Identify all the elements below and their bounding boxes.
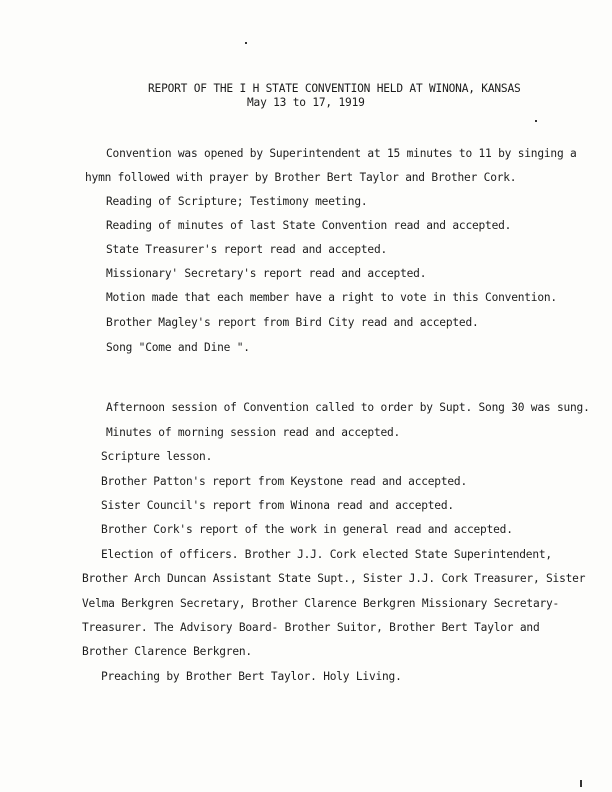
afternoon-item: Afternoon session of Convention called to order by Supt. Song 30 was sung. xyxy=(106,401,590,414)
scan-speck xyxy=(535,120,537,122)
preaching-line: Preaching by Brother Bert Taylor. Holy Living. xyxy=(101,670,402,683)
opening-line-2: hymn followed with prayer by Brother Bert Taylor and Brother Cork. xyxy=(85,171,517,184)
scan-speck xyxy=(245,42,247,44)
election-line: Treasurer. The Advisory Board- Brother Suitor, Brother Bert Taylor and xyxy=(82,621,540,634)
opening-line-1: Convention was opened by Superintendent at 15 minutes to 11 by singing a xyxy=(106,147,577,160)
report-title: REPORT OF THE I H STATE CONVENTION HELD AT WINONA, KANSAS xyxy=(148,82,521,95)
minutes-item: Reading of Scripture; Testimony meeting. xyxy=(106,195,368,208)
afternoon-item: Sister Council's report from Winona read and accepted. xyxy=(101,499,454,512)
afternoon-item: Brother Cork's report of the work in general read and accepted. xyxy=(101,523,513,536)
afternoon-item: Minutes of morning session read and accepted. xyxy=(106,426,401,439)
election-line: Velma Berkgren Secretary, Brother Clarence Berkgren Missionary Secretary- xyxy=(82,597,560,610)
scan-speck xyxy=(580,780,582,787)
minutes-item: State Treasurer's report read and accepted. xyxy=(106,243,388,256)
minutes-item: Motion made that each member have a right to vote in this Convention. xyxy=(106,291,557,304)
election-line: Brother Clarence Berkgren. xyxy=(82,645,252,658)
minutes-item: Song "Come and Dine ". xyxy=(106,341,250,354)
election-line: Election of officers. Brother J.J. Cork elected State Superintendent, xyxy=(101,548,552,561)
report-dates: May 13 to 17, 1919 xyxy=(247,96,365,109)
minutes-item: Reading of minutes of last State Convention read and accepted. xyxy=(106,219,512,232)
afternoon-item: Brother Patton's report from Keystone read and accepted. xyxy=(101,475,467,488)
afternoon-item: Scripture lesson. xyxy=(101,450,213,463)
minutes-item: Brother Magley's report from Bird City read and accepted. xyxy=(106,316,479,329)
election-line: Brother Arch Duncan Assistant State Supt., Sister J.J. Cork Treasurer, Sister xyxy=(82,572,586,585)
minutes-item: Missionary' Secretary's report read and accepted. xyxy=(106,267,427,280)
